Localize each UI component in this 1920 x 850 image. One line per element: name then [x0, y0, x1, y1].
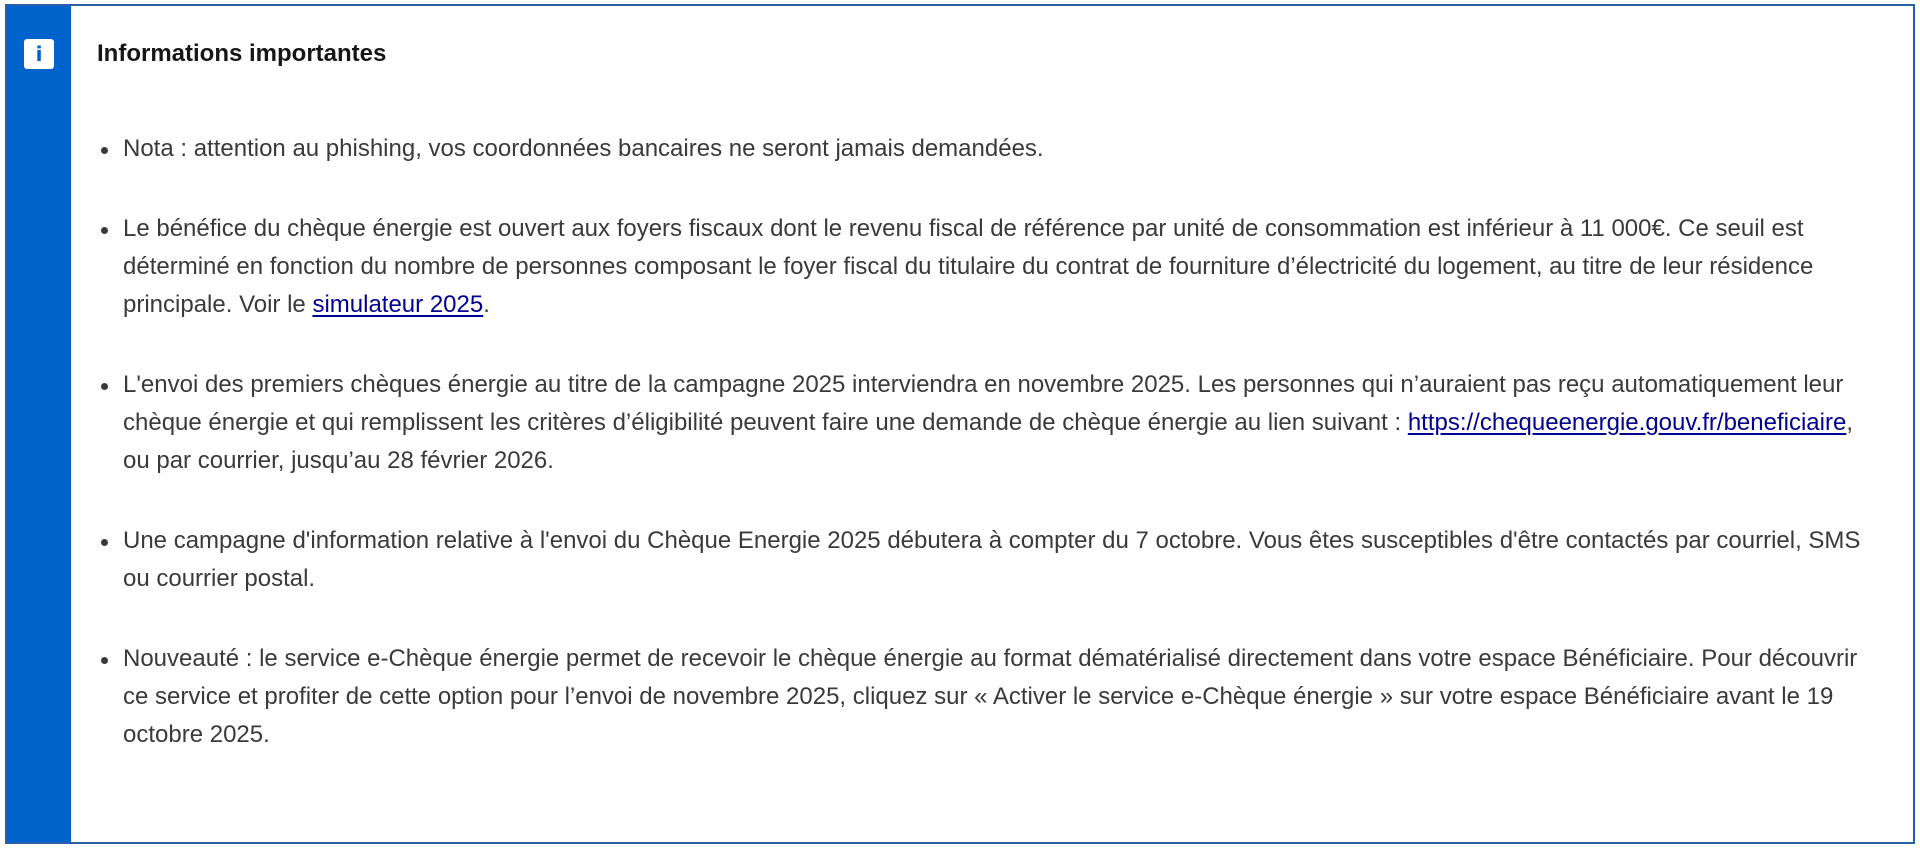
list-item-text: Nouveauté : le service e-Chèque énergie permet de recevoir le chèque énergie au format dématérialisé directement dans votre espace Bénéficiaire. Pour découvrir ce service et profiter de cette option pour l’envoi de novembre 2025, cliquez sur « Activer le service e-Chèque énergie » sur votre espace Bénéficiaire avant le 19 octobre 2025.: [123, 645, 1858, 748]
list-item-phishing-warning: [97, 130, 1873, 168]
list-item-e-cheque-service: [97, 640, 1873, 754]
notice-accent-bar: [7, 6, 71, 842]
list-item-eligibility: [97, 210, 1873, 324]
list-item-information-campaign: [97, 522, 1873, 598]
simulator-link[interactable]: simulateur 2025: [312, 291, 484, 318]
list-item-text: Une campagne d'information relative à l'envoi du Chèque Energie 2025 débutera à compter du 7 octobre. Vous êtes susceptibles d'être contactés par courriel, SMS ou courrier postal.: [123, 527, 1861, 592]
list-item-campaign-dispatch: [97, 366, 1873, 480]
list-item-text: Nota : attention au phishing, vos coordonnées bancaires ne seront jamais demandées.: [123, 135, 1044, 162]
important-information-notice: [5, 4, 1915, 844]
beneficiary-link[interactable]: https://chequeenergie.gouv.fr/beneficiaire: [1407, 409, 1847, 436]
notice-title: Informations importantes: [97, 40, 387, 67]
list-item-text-end: , ou par courrier, jusqu’au 28 février 2026.: [123, 409, 1853, 474]
list-item-text: L'envoi des premiers chèques énergie au titre de la campagne 2025 interviendra en novembre 2025. Les personnes qui n’auraient pas reçu automatiquement leur chèque énergie et qui remplissent les critères d’éligibilité peuvent faire une demande de chèque énergie au lien suivant :: [123, 371, 1844, 436]
notice-body: [71, 6, 1913, 842]
list-item-text: Le bénéfice du chèque énergie est ouvert aux foyers fiscaux dont le revenu fiscal de référence par unité de consommation est inférieur à 11 000€. Ce seuil est déterminé en fonction du nombre de personnes composant le foyer fiscal du titulaire du contrat de fourniture d’électricité du logement, au titre de leur résidence principale. Voir le: [123, 215, 1814, 318]
notice-list: [97, 130, 1873, 754]
list-item-text-end: .: [483, 291, 490, 318]
info-icon: i: [24, 39, 54, 69]
